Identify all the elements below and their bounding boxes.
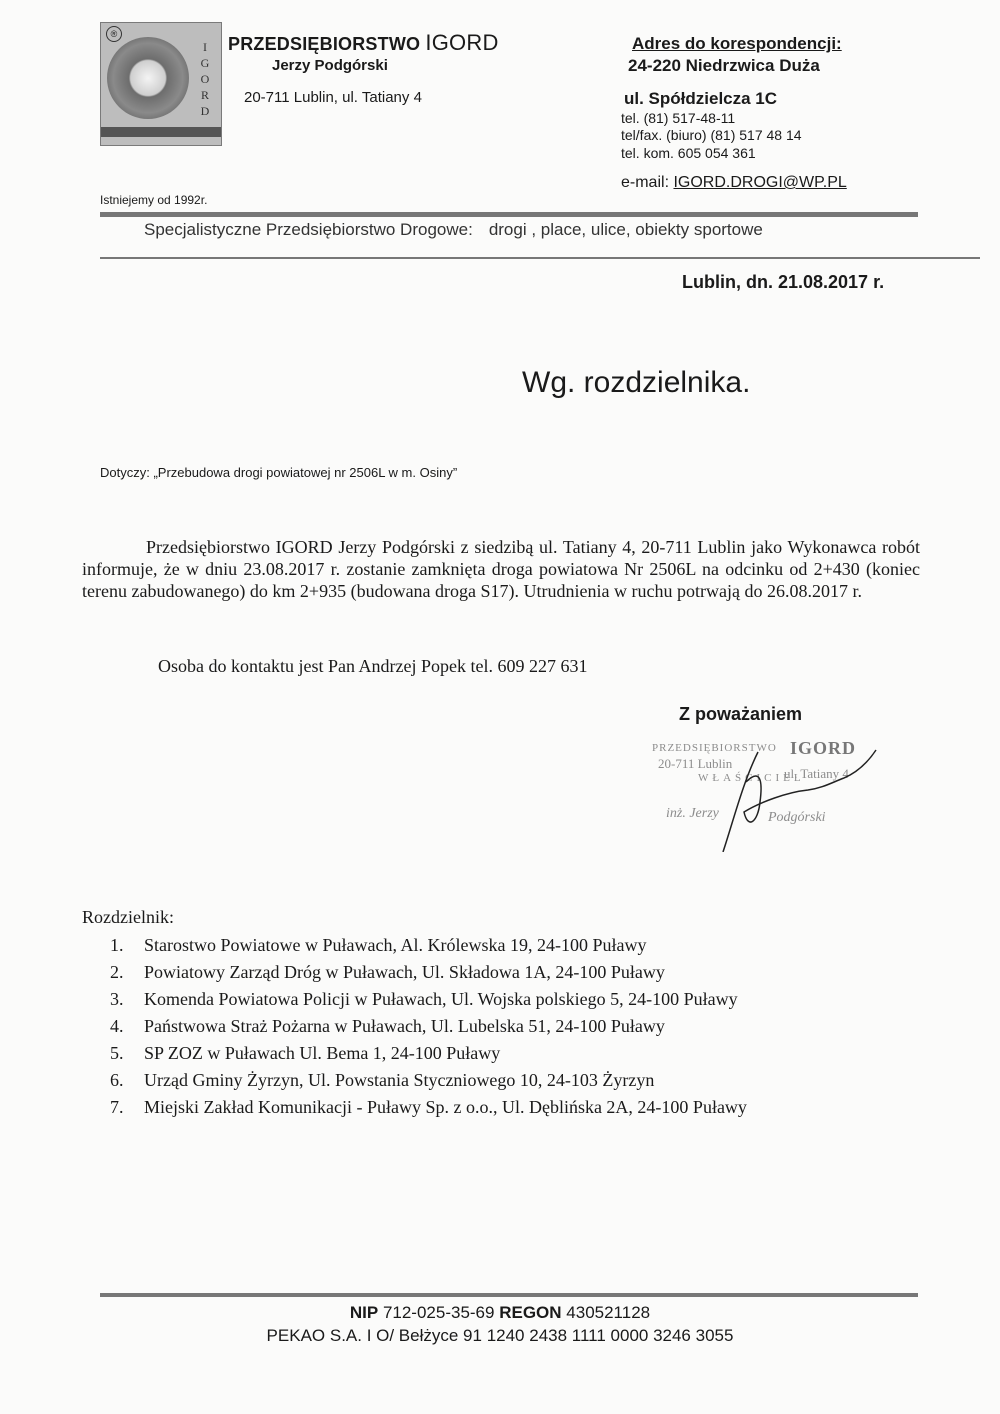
list-item: 3. Komenda Powiatowa Policji w Puławach, Ul. Wojska polskiego 5, 24-100 Puławy xyxy=(110,989,738,1009)
company-address: 20-711 Lublin, ul. Tatiany 4 xyxy=(244,89,422,106)
mobile-number: tel. kom. 605 054 361 xyxy=(621,145,756,161)
phone-number: tel. (81) 517-48-11 xyxy=(621,110,736,126)
logo-letters: I G O R D xyxy=(200,40,210,118)
established-note: Istniejemy od 1992r. xyxy=(100,193,208,207)
closing-phrase: Z poważaniem xyxy=(679,704,803,724)
company-owner: Jerzy Podgórski xyxy=(272,57,388,74)
correspondence-city: 24-220 Niedrzwica Duża xyxy=(628,56,820,75)
letter-body xyxy=(82,536,920,602)
list-item: 6. Urząd Gminy Żyrzyn, Ul. Powstania Styczniowego 10, 24-103 Żyrzyn xyxy=(110,1070,655,1090)
tax-ids: NIP 712-025-35-69 REGON 430521128 xyxy=(349,1303,651,1322)
letter-date: Lublin, dn. 21.08.2017 r. xyxy=(682,272,885,292)
fax-number: tel/fax. (biuro) (81) 517 48 14 xyxy=(621,127,802,143)
logo-bar xyxy=(101,127,221,137)
list-item: 1. Starostwo Powiatowe w Puławach, Al. Królewska 19, 24-100 Puławy xyxy=(110,935,647,955)
distribution-list xyxy=(110,932,747,1121)
list-item: 5. SP ZOZ w Puławach Ul. Bema 1, 24-100 Puławy xyxy=(110,1043,501,1063)
bank-account: PEKAO S.A. I O/ Bełżyce 91 1240 2438 1111 0000 3246 3055 xyxy=(266,1326,734,1345)
body-paragraph: Przedsiębiorstwo IGORD Jerzy Podgórski z siedzibą ul. Tatiany 4, 20-711 Lublin jako Wykonawca robót informuje, że w dniu 23.08.2017 r. zostanie zamknięta droga powiatowa Nr 2506L na odcinku od 2+430 (koniec terenu zabudowanego) do km 2+935 (budowana droga S17). Utrudnienia w ruchu potrwają do 26.08.2017 r. xyxy=(82,537,920,601)
footer-divider xyxy=(100,1293,918,1297)
recipient-heading: Wg. rozdzielnika. xyxy=(522,366,751,399)
company-logo xyxy=(100,22,222,146)
company-name: PRZEDSIĘBIORSTWO IGORD xyxy=(228,30,499,55)
registered-mark: ® xyxy=(106,26,122,42)
list-item: 4. Państwowa Straż Pożarna w Puławach, Ul. Lubelska 51, 24-100 Puławy xyxy=(110,1016,665,1036)
email-link[interactable]: IGORD.DROGI@WP.PL xyxy=(673,174,847,191)
contact-person: Osoba do kontaktu jest Pan Andrzej Popek tel. 609 227 631 xyxy=(158,656,588,676)
company-tagline: Specjalistyczne Przedsiębiorstwo Drogowe: drogi , place, ulice, obiekty sportowe xyxy=(144,220,763,239)
handwritten-signature xyxy=(648,742,878,852)
header-divider xyxy=(100,212,918,217)
letter-subject: Dotyczy: „Przebudowa drogi powiatowej nr 2506L w m. Osiny” xyxy=(100,465,458,480)
correspondence-street: ul. Spółdzielcza 1C xyxy=(624,89,778,108)
distribution-heading: Rozdzielnik: xyxy=(82,907,174,927)
list-item: 7. Miejski Zakład Komunikacji - Puławy Sp. z o.o., Ul. Dęblińska 2A, 24-100 Puławy xyxy=(110,1097,747,1117)
logo-circle-graphic xyxy=(107,37,189,119)
email-line: e-mail: IGORD.DROGI@WP.PL xyxy=(621,174,847,191)
tagline-divider xyxy=(100,257,980,259)
company-stamp: PRZEDSIĘBIORSTWO IGORD 20-711 Lublin ul. Tatiany 4 WŁAŚCICIEL inż. Jerzy Podgórski xyxy=(648,742,878,848)
correspondence-title: Adres do korespondencji: xyxy=(632,34,842,53)
list-item: 2. Powiatowy Zarząd Dróg w Puławach, Ul. Składowa 1A, 24-100 Puławy xyxy=(110,962,665,982)
